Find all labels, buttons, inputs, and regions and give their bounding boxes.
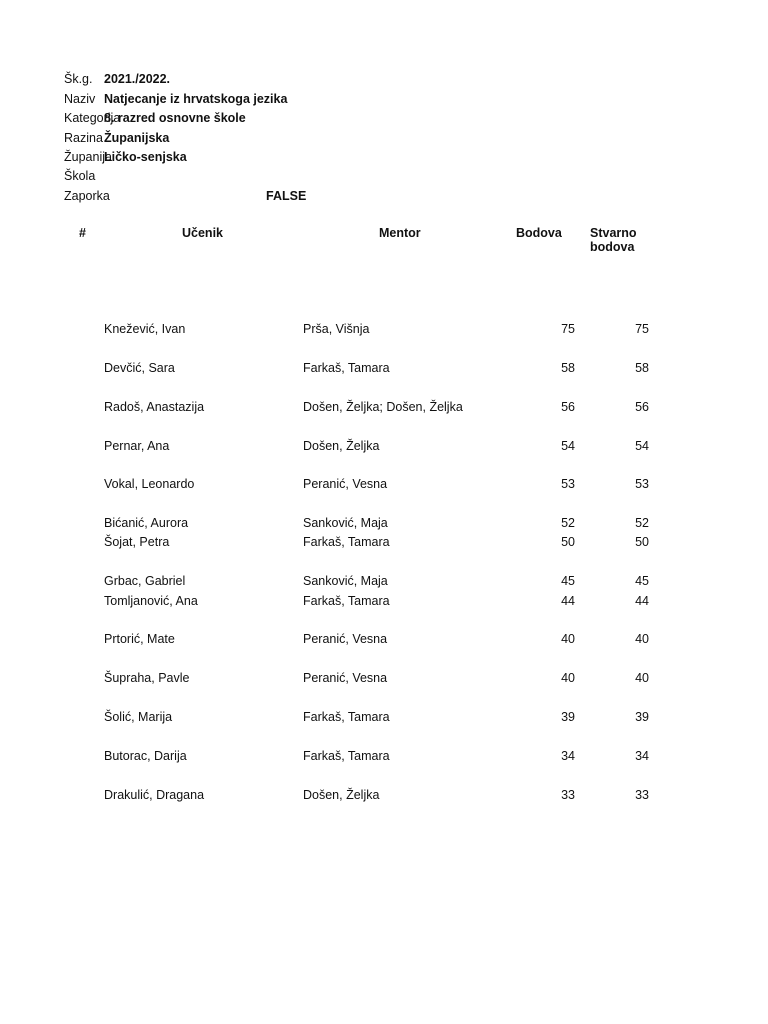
meta-label-password: Zaporka — [64, 189, 110, 203]
cell-mentor: Farkaš, Tamara — [303, 594, 390, 608]
cell-actual-points: 44 — [635, 594, 649, 608]
cell-mentor: Farkaš, Tamara — [303, 749, 390, 763]
cell-student: Pernar, Ana — [104, 439, 170, 453]
cell-student: Bićanić, Aurora — [104, 516, 189, 530]
meta-value-category: 8. razred osnovne škole — [104, 111, 246, 125]
cell-actual-points: 53 — [635, 477, 649, 491]
cell-student: Vokal, Leonardo — [104, 477, 195, 491]
cell-points: 44 — [561, 594, 575, 608]
cell-student: Radoš, Anastazija — [104, 400, 205, 414]
cell-student: Drakulić, Dragana — [104, 788, 205, 802]
cell-actual-points: 75 — [635, 322, 649, 336]
meta-label-level: Razina — [64, 131, 103, 145]
cell-actual-points: 39 — [635, 710, 649, 724]
header-mentor: Mentor — [379, 226, 421, 240]
cell-mentor: Farkaš, Tamara — [303, 361, 390, 375]
cell-points: 40 — [561, 671, 575, 685]
cell-student: Grbac, Gabriel — [104, 574, 186, 588]
cell-actual-points: 50 — [635, 535, 649, 549]
cell-mentor: Peranić, Vesna — [303, 477, 388, 491]
cell-mentor: Farkaš, Tamara — [303, 710, 390, 724]
cell-mentor: Došen, Željka; Došen, Željka — [303, 400, 463, 414]
header-actual-points-line2: bodova — [590, 240, 635, 254]
false-label: FALSE — [266, 189, 307, 203]
header-student: Učenik — [182, 226, 223, 240]
cell-student: Šupraha, Pavle — [104, 671, 190, 685]
cell-mentor: Došen, Željka — [303, 788, 380, 802]
cell-mentor: Peranić, Vesna — [303, 632, 388, 646]
meta-label-school-year: Šk.g. — [64, 72, 93, 86]
cell-mentor: Sanković, Maja — [303, 574, 388, 588]
cell-points: 50 — [561, 535, 575, 549]
cell-points: 52 — [561, 516, 575, 530]
cell-points: 54 — [561, 439, 575, 453]
cell-student: Knežević, Ivan — [104, 322, 186, 336]
cell-points: 40 — [561, 632, 575, 646]
cell-student: Šolić, Marija — [104, 710, 173, 724]
cell-actual-points: 56 — [635, 400, 649, 414]
cell-actual-points: 45 — [635, 574, 649, 588]
cell-actual-points: 33 — [635, 788, 649, 802]
header-actual-points-line1: Stvarno — [590, 226, 637, 240]
cell-mentor: Prša, Višnja — [303, 322, 370, 336]
meta-label-category: Kategorija — [64, 111, 121, 125]
meta-label-county: Županija — [64, 150, 112, 164]
cell-student: Šojat, Petra — [104, 535, 170, 549]
cell-student: Prtorić, Mate — [104, 632, 175, 646]
header-points: Bodova — [516, 226, 562, 240]
cell-points: 39 — [561, 710, 575, 724]
cell-student: Tomljanović, Ana — [104, 594, 198, 608]
cell-points: 45 — [561, 574, 575, 588]
meta-label-name: Naziv — [64, 92, 96, 106]
cell-points: 58 — [561, 361, 575, 375]
cell-points: 56 — [561, 400, 575, 414]
meta-value-level: Županijska — [104, 131, 170, 145]
meta-value-county: Ličko-senjska — [104, 150, 187, 164]
cell-actual-points: 52 — [635, 516, 649, 530]
header-number: # — [79, 226, 86, 240]
cell-mentor: Farkaš, Tamara — [303, 535, 390, 549]
cell-points: 34 — [561, 749, 575, 763]
meta-label-school: Škola — [64, 169, 96, 183]
cell-actual-points: 34 — [635, 749, 649, 763]
cell-mentor: Sanković, Maja — [303, 516, 388, 530]
cell-points: 53 — [561, 477, 575, 491]
cell-points: 75 — [561, 322, 575, 336]
meta-value-name: Natjecanje iz hrvatskoga jezika — [104, 92, 288, 106]
cell-student: Devčić, Sara — [104, 361, 175, 375]
cell-mentor: Peranić, Vesna — [303, 671, 388, 685]
cell-mentor: Došen, Željka — [303, 439, 380, 453]
meta-value-school-year: 2021./2022. — [104, 72, 171, 86]
cell-points: 33 — [561, 788, 575, 802]
cell-actual-points: 58 — [635, 361, 649, 375]
cell-actual-points: 40 — [635, 671, 649, 685]
cell-student: Butorac, Darija — [104, 749, 187, 763]
cell-actual-points: 54 — [635, 439, 649, 453]
cell-actual-points: 40 — [635, 632, 649, 646]
